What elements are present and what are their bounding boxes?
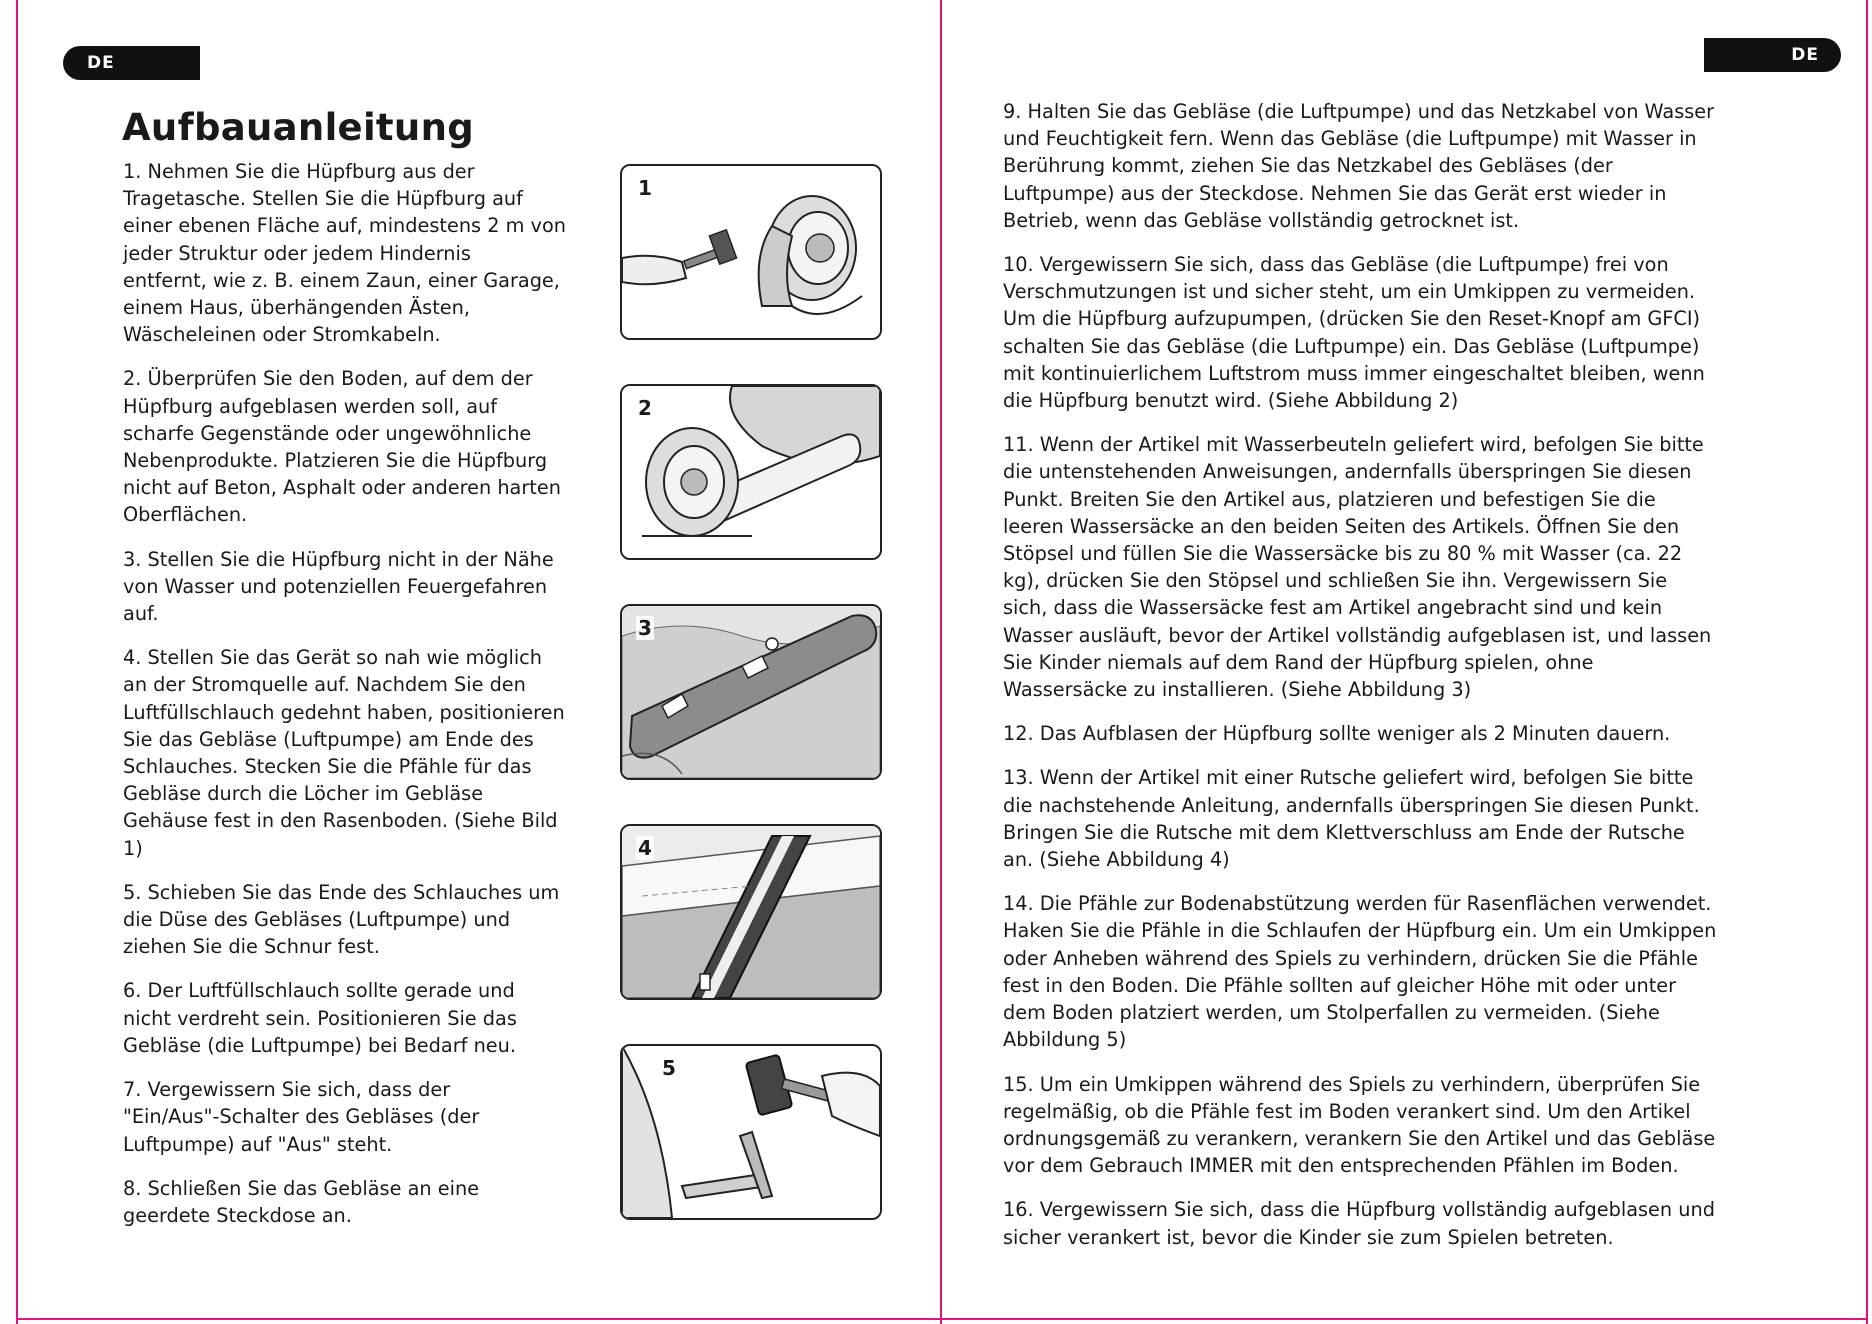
water-bag-illustration xyxy=(622,606,880,778)
instruction-step-8: 8. Schließen Sie das Gebläse an eine geerdete Steckdose an. xyxy=(123,1176,480,1227)
instruction-step-16: 16. Vergewissern Sie sich, dass die Hüpfburg vollständig aufgeblasen und sicher verankert ist, bevor die Kinder sie zum Spielen betreten. xyxy=(1003,1198,1715,1249)
instruction-step-5: 5. Schieben Sie das Ende des Schlauches um die Düse des Gebläses (Luftpumpe) und ziehen Sie die Schnur fest. xyxy=(123,880,560,959)
instruction-step-2: 2. Überprüfen Sie den Boden, auf dem der Hüpfburg aufgeblasen werden soll, auf scharfe Gegenstände oder ungewöhnliche Nebenprodukte. Platzieren Sie die Hüpfburg nicht auf Beton, Asphalt oder anderen harten Oberflächen. xyxy=(123,367,561,527)
language-tab: DE xyxy=(1704,38,1841,72)
figure-5 xyxy=(620,1044,882,1220)
figure-2 xyxy=(620,384,882,560)
figure-4 xyxy=(620,824,882,1000)
figure-number: 3 xyxy=(638,616,652,640)
figure-number: 1 xyxy=(638,176,652,200)
instruction-step-7: 7. Vergewissern Sie sich, dass der "Ein/Aus"-Schalter des Gebläses (der Luftpumpe) auf "Aus" steht. xyxy=(123,1078,480,1156)
page-border-left xyxy=(16,0,18,1324)
figure-1 xyxy=(620,164,882,340)
slide-velcro-illustration xyxy=(622,826,880,998)
blower-tube-illustration xyxy=(622,386,880,558)
instruction-step-11: 11. Wenn der Artikel mit Wasserbeuteln geliefert wird, befolgen Sie bitte die untenstehenden Anweisungen, andernfalls überspringen Sie diesen Punkt. Breiten Sie den Artikel aus, platzieren und befestigen Sie die leeren Wassersäcke an den beiden Seiten des Artikels. Öffnen Sie den Stöpsel und füllen Sie die Wassersäcke bis zu 80 % mit Wasser (ca. 22 kg), drücken Sie den Stöpsel und schließen Sie ihn. Vergewissern Sie sich, dass die Wassersäcke fest am Artikel angebracht sind und kein Wasser ausläuft, bevor der Artikel vollständig aufgeblasen ist, und lassen Sie Kinder niemals auf dem Rand der Hüpfburg spielen, ohne Wassersäcke zu installieren. (Siehe Abbildung 3) xyxy=(1003,433,1712,702)
blower-hammer-illustration xyxy=(622,166,880,338)
instruction-step-1: 1. Nehmen Sie die Hüpfburg aus der Tragetasche. Stellen Sie die Hüpfburg auf einer ebenen Fläche auf, mindestens 2 m von jeder Struktur oder jedem Hindernis entfernt, wie z. B. einem Zaun, einer Garage, einem Haus, überhängenden Ästen, Wäscheleinen oder Stromkabeln. xyxy=(123,160,566,347)
instruction-step-12: 12. Das Aufblasen der Hüpfburg sollte weniger als 2 Minuten dauern. xyxy=(1003,722,1671,746)
instruction-step-9: 9. Halten Sie das Gebläse (die Luftpumpe) und das Netzkabel von Wasser und Feuchtigkeit fern. Wenn das Gebläse (die Luftpumpe) mit Wasser in Berührung kommt, ziehen Sie das Netzkabel des Gebläses (der Luftpumpe) aus der Steckdose. Nehmen Sie das Gerät erst wieder in Betrieb, wenn das Gebläse vollständig getrocknet ist. xyxy=(1003,100,1715,232)
figure-3 xyxy=(620,604,882,780)
figure-number: 5 xyxy=(662,1056,676,1080)
figure-number: 2 xyxy=(638,396,652,420)
instruction-step-14: 14. Die Pfähle zur Bodenabstützung werden für Rasenflächen verwendet. Haken Sie die Pfähle in die Schlaufen der Hüpfburg ein. Um ein Umkippen oder Anheben während des Spiels zu verhindern, drücken Sie die Pfähle fest in den Boden. Die Pfähle sollten auf gleicher Höhe mit oder unter dem Boden platziert werden, um Stolperfallen zu vermeiden. (Siehe Abbildung 5) xyxy=(1003,892,1717,1052)
instructions-right-column xyxy=(1003,98,1773,1268)
instruction-step-3: 3. Stellen Sie die Hüpfburg nicht in der Nähe von Wasser und potenziellen Feuergefahren auf. xyxy=(123,547,554,626)
instruction-step-13: 13. Wenn der Artikel mit einer Rutsche geliefert wird, befolgen Sie bitte die nachstehende Anleitung, andernfalls überspringen Sie diesen Punkt. Bringen Sie die Rutsche mit dem Klettverschluss am Ende der Rutsche an. (Siehe Abbildung 4) xyxy=(1003,766,1700,872)
page-title: Aufbauanleitung xyxy=(122,106,474,149)
instruction-step-10: 10. Vergewissern Sie sich, dass das Gebläse (die Luftpumpe) frei von Verschmutzungen ist und sicher steht, um ein Umkippen zu vermeiden. Um die Hüpfburg aufzupumpen, (drücken Sie den Reset-Knopf am GFCI) schalten Sie das Gebläse (die Luftpumpe) ein. Das Gebläse (Luftpumpe) mit kontinuierlichem Luftstrom muss immer eingeschaltet bleiben, wenn die Hüpfburg benutzt wird. (Siehe Abbildung 2) xyxy=(1003,253,1705,413)
language-tab: DE xyxy=(63,46,200,80)
instruction-step-4: 4. Stellen Sie das Gerät so nah wie möglich an der Stromquelle auf. Nachdem Sie den Luftfüllschlauch gedehnt haben, positionieren Sie das Gebläse (Luftpumpe) am Ende des Schlauches. Stecken Sie die Pfähle für das Gebläse durch die Löcher im Gebläse Gehäuse fest in den Rasenboden. (Siehe Bild 1) xyxy=(123,646,565,860)
instruction-step-6: 6. Der Luftfüllschlauch sollte gerade und nicht verdreht sein. Positionieren Sie das Gebläse (die Luftpumpe) bei Bedarf neu. xyxy=(123,979,517,1057)
instructions-left-column xyxy=(123,158,598,1246)
instruction-step-15: 15. Um ein Umkippen während des Spiels zu verhindern, überprüfen Sie regelmäßig, ob die Pfähle fest im Boden verankert sind. Um den Artikel ordnungsgemäß zu verankern, verankern Sie den Artikel und das Gebläse vor dem Gebrauch IMMER mit den entsprechenden Pfählen im Boden. xyxy=(1003,1072,1716,1178)
figure-number: 4 xyxy=(638,836,652,860)
